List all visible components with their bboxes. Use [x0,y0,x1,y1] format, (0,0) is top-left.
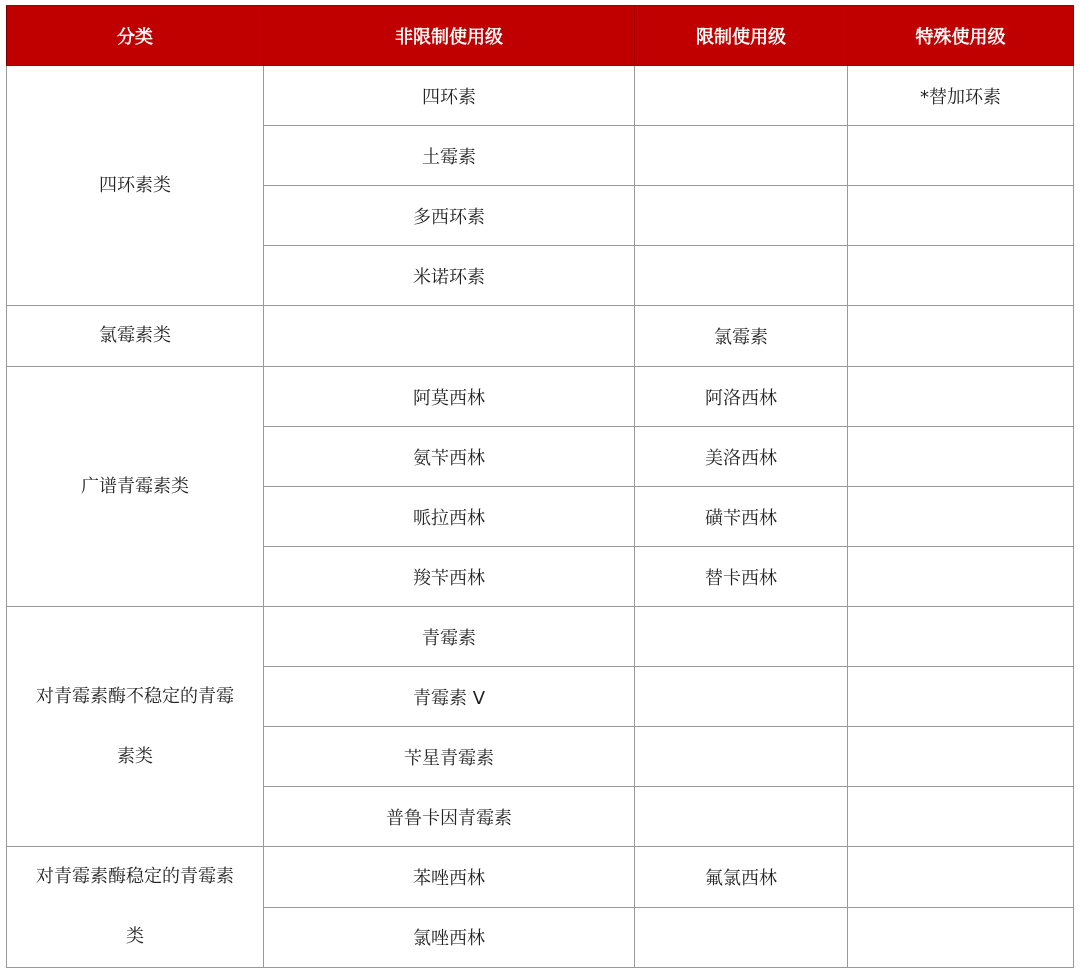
unrestricted-cell: 哌拉西林 [264,487,635,547]
special-cell [848,727,1074,787]
special-cell [848,367,1074,427]
unrestricted-cell: 氯唑西林 [264,907,635,968]
restricted-cell: 氟氯西林 [635,847,848,908]
table-row [7,607,1074,667]
unrestricted-cell: 多西环素 [264,186,635,246]
restricted-cell: 替卡西林 [635,547,848,607]
special-cell [848,246,1074,306]
header-special: 特殊使用级 [848,6,1074,66]
category-label: 对青霉素酶稳定的青霉素类 [36,866,234,947]
unrestricted-cell: 苄星青霉素 [264,727,635,787]
table-row [7,847,1074,908]
special-cell [848,847,1074,908]
category-label: 四环素类 [99,174,171,196]
category-cell [7,66,264,306]
special-cell [848,427,1074,487]
unrestricted-cell: 四环素 [264,66,635,126]
restricted-cell: 美洛西林 [635,427,848,487]
unrestricted-cell: 青霉素 [264,607,635,667]
table-row [7,306,1074,367]
restricted-cell [635,186,848,246]
unrestricted-cell: 普鲁卡因青霉素 [264,787,635,847]
restricted-cell [635,907,848,968]
unrestricted-cell [264,306,635,367]
table-row [7,66,1074,126]
special-cell [848,547,1074,607]
table-row [7,367,1074,427]
unrestricted-cell: 苯唑西林 [264,847,635,908]
special-cell [848,667,1074,727]
special-cell [848,306,1074,367]
category-label: 氯霉素类 [99,325,171,346]
special-cell [848,787,1074,847]
category-label: 对青霉素酶不稳定的青霉素类 [36,685,234,767]
header-restricted: 限制使用级 [635,6,848,66]
unrestricted-cell: 阿莫西林 [264,367,635,427]
unrestricted-cell: 羧苄西林 [264,547,635,607]
restricted-cell [635,727,848,787]
restricted-cell: 阿洛西林 [635,367,848,427]
unrestricted-cell: 青霉素 V [264,667,635,727]
category-label: 广谱青霉素类 [81,475,189,497]
category-cell [7,607,264,847]
restricted-cell [635,246,848,306]
special-cell [848,126,1074,186]
restricted-cell: 氯霉素 [635,306,848,367]
category-cell [7,306,264,367]
special-cell: *替加环素 [848,66,1074,126]
restricted-cell [635,607,848,667]
category-cell [7,367,264,607]
header-row [7,6,1074,66]
special-cell [848,907,1074,968]
special-cell [848,186,1074,246]
special-cell [848,607,1074,667]
special-cell [848,487,1074,547]
restricted-cell [635,667,848,727]
header-unrestricted: 非限制使用级 [264,6,635,66]
restricted-cell [635,787,848,847]
restricted-cell [635,126,848,186]
antibiotic-classification-table [6,5,1074,968]
header-category: 分类 [7,6,264,66]
category-cell [7,847,264,968]
restricted-cell [635,66,848,126]
unrestricted-cell: 米诺环素 [264,246,635,306]
restricted-cell: 磺苄西林 [635,487,848,547]
unrestricted-cell: 土霉素 [264,126,635,186]
unrestricted-cell: 氨苄西林 [264,427,635,487]
